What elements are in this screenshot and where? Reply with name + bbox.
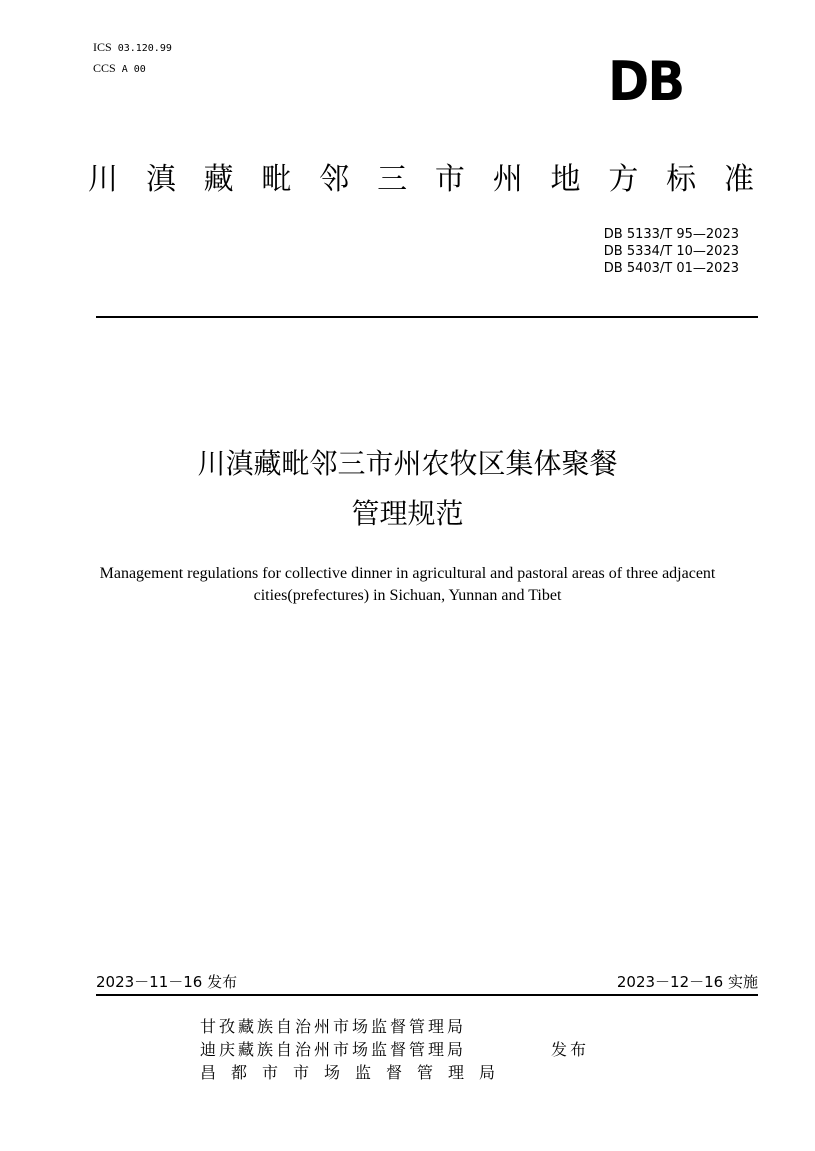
ics-code (93, 40, 172, 56)
implement-date: 2023－12－16 实施 (616, 973, 758, 991)
ccs-code (93, 61, 146, 77)
issuer-diqing: 迪庆藏族自治州市场监督管理局 (200, 1040, 467, 1059)
ics-label: ICS (93, 40, 112, 54)
title-en: Management regulations for collective dinner in agricultural and pastoral areas of three adjacent cities(prefectures) in Sichuan, Yunnan and Tibet (99, 565, 716, 604)
ccs-label: CCS (93, 61, 116, 75)
publish-label: 发布 (551, 1040, 590, 1059)
ics-value: 03.120.99 (117, 43, 172, 54)
ccs-value: A 00 (121, 64, 146, 75)
release-date: 2023－11－16 发布 (96, 973, 238, 991)
standard-type-heading: 川滇藏毗邻三市州地方标准 (88, 162, 754, 197)
standard-numbers (604, 226, 739, 277)
standard-number: DB 5133/T 95—2023 (603, 227, 739, 242)
bottom-divider (96, 994, 758, 996)
title-cn-line2: 管理规范 (351, 497, 464, 530)
db-logo: DB (608, 50, 684, 113)
standard-number: DB 5403/T 01—2023 (603, 261, 739, 276)
issuer-changdu: 昌都市市场监督管理局 (200, 1063, 511, 1082)
issuer-ganzi: 甘孜藏族自治州市场监督管理局 (200, 1017, 467, 1036)
standard-number: DB 5334/T 10—2023 (603, 244, 739, 259)
top-divider (96, 316, 758, 318)
title-cn-line1: 川滇藏毗邻三市州农牧区集体聚餐 (197, 447, 618, 480)
